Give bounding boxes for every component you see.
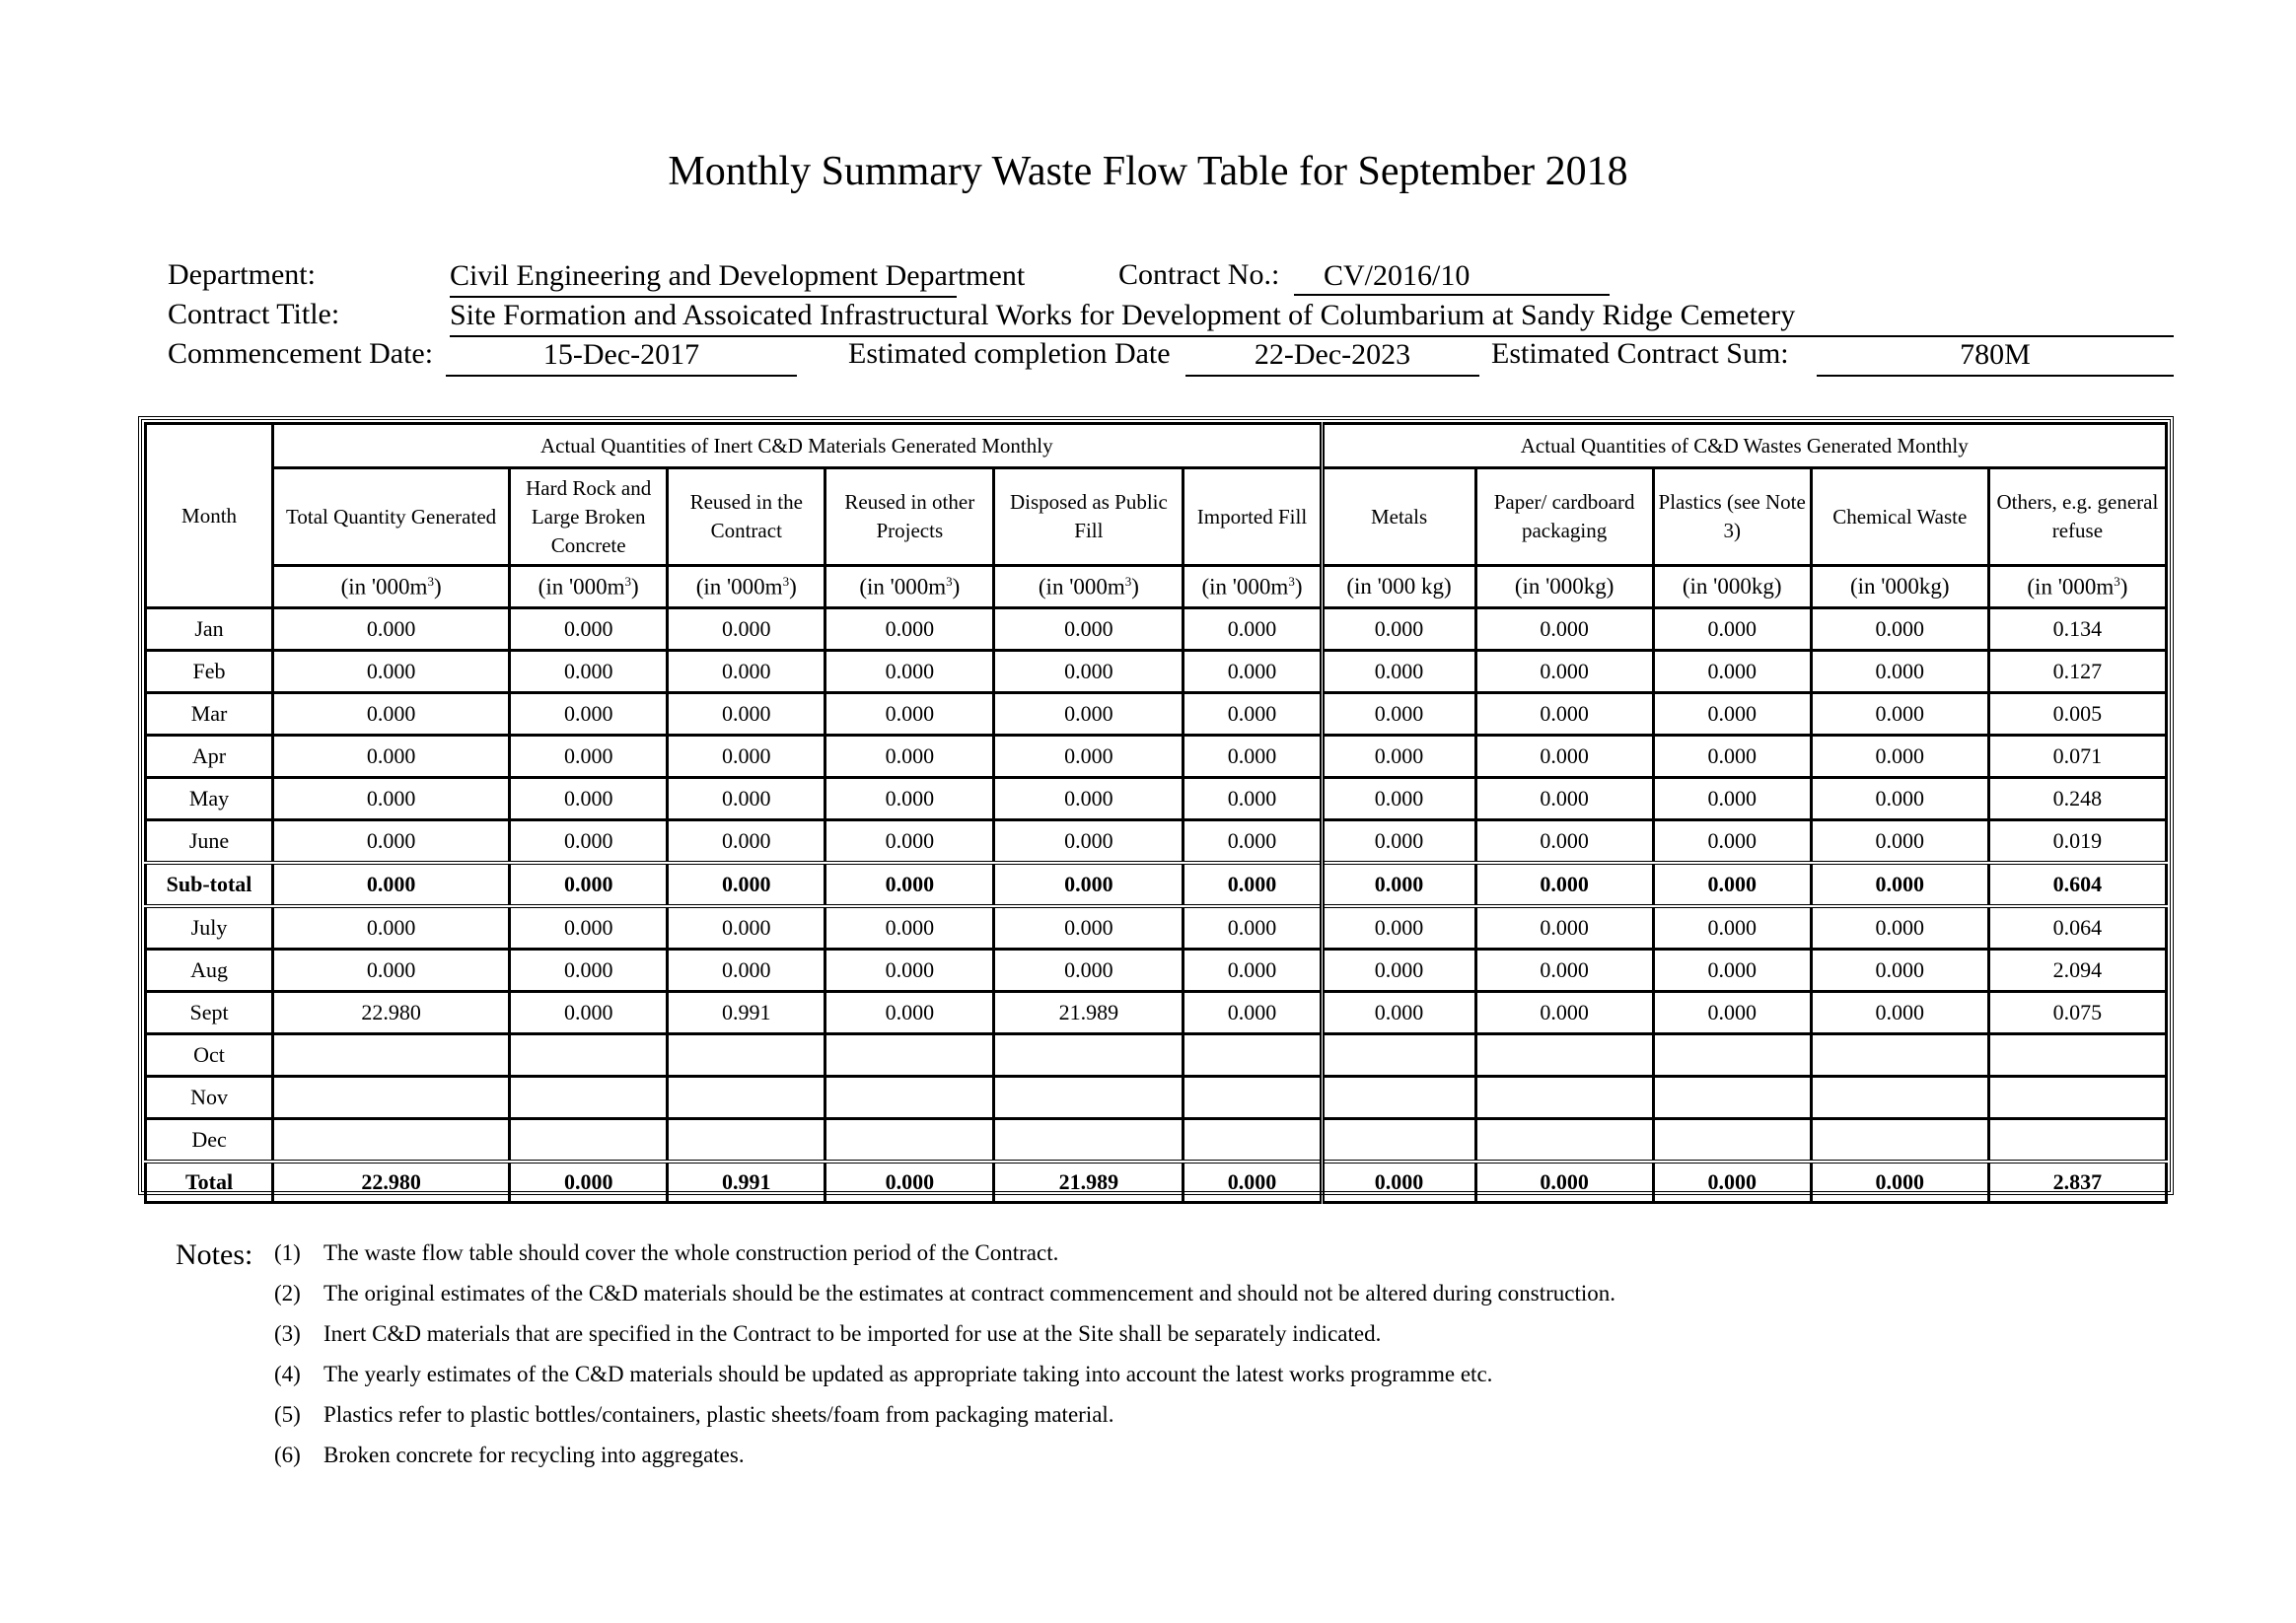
value-cell: 0.005 xyxy=(1988,693,2166,736)
value-cell: 0.000 xyxy=(1811,1162,1988,1203)
value-cell: 0.000 xyxy=(1653,651,1811,693)
value-cell: 0.000 xyxy=(825,950,994,992)
value-cell xyxy=(510,1034,668,1077)
column-unit xyxy=(1811,566,1988,608)
value-cell: 0.000 xyxy=(1653,992,1811,1034)
value-cell: 0.000 xyxy=(994,863,1184,906)
value-cell: 0.000 xyxy=(510,693,668,736)
value-cell: 0.000 xyxy=(668,778,825,820)
value-cell: 0.134 xyxy=(1988,608,2166,651)
value-cell: 0.000 xyxy=(510,651,668,693)
note-text: The original estimates of the C&D materials should be the estimates at contract commencement and should not be altered during construction. xyxy=(323,1281,1615,1305)
value-cell xyxy=(994,1034,1184,1077)
total-row xyxy=(146,1162,2167,1203)
month-cell: Jan xyxy=(146,608,273,651)
value-cell: 2.837 xyxy=(1988,1162,2166,1203)
unit-close: ) xyxy=(433,574,442,600)
table-row xyxy=(146,1077,2167,1119)
value-cell xyxy=(825,1119,994,1163)
note-text: Inert C&D materials that are specified in the Contract to be imported for use at the Site shall be separately indicated. xyxy=(323,1321,1382,1346)
value-cell: 0.000 xyxy=(1811,820,1988,864)
value-cell: 0.000 xyxy=(510,778,668,820)
table-row xyxy=(146,778,2167,820)
value-cell: 0.000 xyxy=(994,906,1184,950)
month-cell: June xyxy=(146,820,273,864)
value-cell: 0.127 xyxy=(1988,651,2166,693)
value-cell: 0.000 xyxy=(668,608,825,651)
column-unit xyxy=(1184,566,1322,608)
page-title: Monthly Summary Waste Flow Table for September 2018 xyxy=(668,149,1628,194)
note-number: (5) xyxy=(274,1402,301,1427)
value-cell: 0.000 xyxy=(1811,950,1988,992)
value-cell: 0.000 xyxy=(994,693,1184,736)
value-cell: 0.000 xyxy=(1184,863,1322,906)
value-cell: 0.000 xyxy=(1322,992,1475,1034)
value-cell: 0.000 xyxy=(825,863,994,906)
table-body xyxy=(146,608,2167,1203)
value-cell: 0.000 xyxy=(668,820,825,864)
value-cell xyxy=(994,1119,1184,1163)
value-cell xyxy=(273,1077,510,1119)
month-cell: Oct xyxy=(146,1034,273,1077)
month-cell: May xyxy=(146,778,273,820)
unit-close: ) xyxy=(2119,574,2128,600)
table-row xyxy=(146,736,2167,778)
value-cell: 0.000 xyxy=(668,906,825,950)
value-cell: 0.000 xyxy=(825,736,994,778)
month-cell: Sub-total xyxy=(146,863,273,906)
value-cell: 0.000 xyxy=(825,778,994,820)
value-cell: 0.000 xyxy=(510,736,668,778)
column-unit xyxy=(273,566,510,608)
value-cell xyxy=(1653,1034,1811,1077)
department-label: Department: xyxy=(168,258,316,291)
value-cell: 0.000 xyxy=(994,950,1184,992)
value-cell xyxy=(1988,1119,2166,1163)
value-cell xyxy=(1322,1077,1475,1119)
month-cell: Aug xyxy=(146,950,273,992)
value-cell: 0.000 xyxy=(510,608,668,651)
value-cell: 0.000 xyxy=(825,1162,994,1203)
unit-text: (in '000m xyxy=(695,574,783,600)
value-cell xyxy=(825,1034,994,1077)
note-item xyxy=(274,1443,745,1468)
value-cell: 0.248 xyxy=(1988,778,2166,820)
value-cell: 0.991 xyxy=(668,992,825,1034)
column-header: Total Quantity Generated xyxy=(273,468,510,566)
value-cell: 0.000 xyxy=(1475,863,1653,906)
value-cell: 0.000 xyxy=(273,608,510,651)
value-cell: 0.000 xyxy=(273,950,510,992)
value-cell: 0.000 xyxy=(1322,820,1475,864)
unit-exponent: 3 xyxy=(1288,573,1295,589)
value-cell: 0.000 xyxy=(1811,992,1988,1034)
table-row xyxy=(146,992,2167,1034)
value-cell: 0.000 xyxy=(825,693,994,736)
table-row xyxy=(146,1034,2167,1077)
value-cell: 21.989 xyxy=(994,1162,1184,1203)
value-cell: 0.000 xyxy=(994,608,1184,651)
value-cell: 0.000 xyxy=(1184,693,1322,736)
note-number: (1) xyxy=(274,1240,301,1265)
column-header: Chemical Waste xyxy=(1811,468,1988,566)
value-cell: 0.000 xyxy=(994,651,1184,693)
value-cell xyxy=(1653,1077,1811,1119)
column-header: Imported Fill xyxy=(1184,468,1322,566)
completion-date: 22-Dec-2023 xyxy=(1185,337,1479,377)
month-cell: Sept xyxy=(146,992,273,1034)
value-cell: 0.000 xyxy=(1322,906,1475,950)
column-unit xyxy=(668,566,825,608)
value-cell: 0.000 xyxy=(1653,863,1811,906)
value-cell: 0.000 xyxy=(510,906,668,950)
note-item xyxy=(274,1362,1492,1387)
value-cell: 0.000 xyxy=(1475,651,1653,693)
value-cell xyxy=(1184,1119,1322,1163)
value-cell: 0.000 xyxy=(510,820,668,864)
value-cell: 0.000 xyxy=(668,950,825,992)
value-cell: 0.000 xyxy=(1475,608,1653,651)
value-cell: 0.000 xyxy=(1811,736,1988,778)
value-cell: 0.000 xyxy=(510,863,668,906)
value-cell: 0.000 xyxy=(273,906,510,950)
value-cell: 0.000 xyxy=(1184,992,1322,1034)
department-value: Civil Engineering and Development Department xyxy=(450,258,957,298)
value-cell: 0.000 xyxy=(273,820,510,864)
value-cell xyxy=(1811,1119,1988,1163)
value-cell xyxy=(825,1077,994,1119)
value-cell: 0.000 xyxy=(825,608,994,651)
table-row xyxy=(146,950,2167,992)
commencement-label: Commencement Date: xyxy=(168,337,434,370)
value-cell: 0.000 xyxy=(1475,778,1653,820)
value-cell: 0.000 xyxy=(1184,1162,1322,1203)
value-cell xyxy=(1322,1034,1475,1077)
inert-group-header: Actual Quantities of Inert C&D Materials Generated Monthly xyxy=(273,424,1322,468)
table-row xyxy=(146,1119,2167,1163)
value-cell: 21.989 xyxy=(994,992,1184,1034)
unit-text: (in '000kg) xyxy=(1682,574,1782,599)
value-cell: 0.000 xyxy=(1184,906,1322,950)
completion-label: Estimated completion Date xyxy=(848,337,1171,370)
value-cell: 0.075 xyxy=(1988,992,2166,1034)
table-row xyxy=(146,906,2167,950)
value-cell xyxy=(1322,1119,1475,1163)
value-cell xyxy=(1811,1077,1988,1119)
value-cell: 0.000 xyxy=(1811,863,1988,906)
value-cell: 0.000 xyxy=(1653,778,1811,820)
column-header: Reused in other Projects xyxy=(825,468,994,566)
note-text: The yearly estimates of the C&D materials should be updated as appropriate taking into account the latest works programme etc. xyxy=(323,1362,1493,1386)
month-cell: Apr xyxy=(146,736,273,778)
value-cell: 0.000 xyxy=(994,778,1184,820)
column-unit xyxy=(1475,566,1653,608)
value-cell: 0.000 xyxy=(510,992,668,1034)
column-unit xyxy=(1988,566,2166,608)
value-cell xyxy=(1475,1034,1653,1077)
value-cell: 0.000 xyxy=(1322,863,1475,906)
subtotal-row xyxy=(146,863,2167,906)
value-cell: 0.000 xyxy=(1475,1162,1653,1203)
column-unit xyxy=(1653,566,1811,608)
value-cell: 0.000 xyxy=(1184,778,1322,820)
note-item xyxy=(274,1321,1381,1347)
unit-close: ) xyxy=(1294,574,1303,600)
note-number: (2) xyxy=(274,1281,301,1305)
value-cell: 0.000 xyxy=(1184,820,1322,864)
value-cell: 0.000 xyxy=(1475,820,1653,864)
column-unit xyxy=(1322,566,1475,608)
month-cell: Mar xyxy=(146,693,273,736)
contract-sum-label: Estimated Contract Sum: xyxy=(1491,337,1789,370)
value-cell: 0.000 xyxy=(1811,906,1988,950)
notes-label: Notes: xyxy=(176,1238,253,1271)
value-cell: 0.000 xyxy=(1322,778,1475,820)
value-cell: 0.000 xyxy=(825,906,994,950)
table-row xyxy=(146,608,2167,651)
month-cell: Total xyxy=(146,1162,273,1203)
unit-text: (in '000m xyxy=(1038,574,1125,600)
column-header: Reused in the Contract xyxy=(668,468,825,566)
value-cell xyxy=(1184,1034,1322,1077)
unit-exponent: 3 xyxy=(1124,573,1132,589)
contract-no-value: CV/2016/10 xyxy=(1294,258,1610,296)
value-cell: 0.000 xyxy=(994,736,1184,778)
contract-title-value: Site Formation and Assoicated Infrastructural Works for Development of Columbarium at Sandy Ridge Cemetery xyxy=(450,298,2174,337)
value-cell xyxy=(1475,1119,1653,1163)
value-cell: 2.094 xyxy=(1988,950,2166,992)
value-cell: 0.000 xyxy=(1475,906,1653,950)
unit-text: (in '000m xyxy=(2027,574,2115,600)
value-cell xyxy=(273,1034,510,1077)
value-cell xyxy=(273,1119,510,1163)
column-header: Plastics (see Note 3) xyxy=(1653,468,1811,566)
contract-title-label: Contract Title: xyxy=(168,298,340,330)
value-cell xyxy=(668,1119,825,1163)
value-cell: 0.000 xyxy=(273,863,510,906)
value-cell xyxy=(510,1077,668,1119)
value-cell: 0.000 xyxy=(510,1162,668,1203)
value-cell xyxy=(1988,1077,2166,1119)
value-cell: 0.000 xyxy=(1322,651,1475,693)
note-item xyxy=(274,1240,1058,1266)
column-unit xyxy=(825,566,994,608)
value-cell xyxy=(1653,1119,1811,1163)
unit-text: (in '000m xyxy=(340,574,428,600)
value-cell xyxy=(1475,1077,1653,1119)
unit-text: (in '000m xyxy=(1201,574,1289,600)
value-cell xyxy=(994,1077,1184,1119)
unit-close: ) xyxy=(631,574,639,600)
unit-close: ) xyxy=(789,574,797,600)
value-cell: 0.000 xyxy=(1184,608,1322,651)
value-cell: 0.000 xyxy=(1653,906,1811,950)
value-cell xyxy=(1811,1034,1988,1077)
table-row xyxy=(146,651,2167,693)
unit-exponent: 3 xyxy=(624,573,632,589)
value-cell: 0.000 xyxy=(273,651,510,693)
value-cell: 0.000 xyxy=(1322,1162,1475,1203)
value-cell: 0.000 xyxy=(1653,1162,1811,1203)
value-cell xyxy=(1988,1034,2166,1077)
value-cell: 0.000 xyxy=(1322,693,1475,736)
column-header: Others, e.g. general refuse xyxy=(1988,468,2166,566)
value-cell: 0.000 xyxy=(1322,608,1475,651)
value-cell: 0.000 xyxy=(1184,950,1322,992)
column-header: Metals xyxy=(1322,468,1475,566)
value-cell: 0.000 xyxy=(1184,651,1322,693)
note-text: The waste flow table should cover the whole construction period of the Contract. xyxy=(323,1240,1059,1265)
waste-flow-table xyxy=(144,422,2168,1204)
unit-close: ) xyxy=(1131,574,1139,600)
unit-text: (in '000m xyxy=(859,574,947,600)
month-cell: Feb xyxy=(146,651,273,693)
value-cell: 0.000 xyxy=(668,651,825,693)
value-cell: 0.000 xyxy=(825,651,994,693)
value-cell xyxy=(668,1077,825,1119)
unit-text: (in '000m xyxy=(538,574,625,600)
value-cell: 0.000 xyxy=(1653,950,1811,992)
month-cell: July xyxy=(146,906,273,950)
value-cell: 0.000 xyxy=(668,863,825,906)
value-cell: 0.000 xyxy=(273,778,510,820)
contract-sum-value: 780M xyxy=(1817,337,2174,377)
note-number: (6) xyxy=(274,1443,301,1467)
value-cell: 0.019 xyxy=(1988,820,2166,864)
waste-flow-table-frame xyxy=(138,416,2174,1195)
value-cell: 0.000 xyxy=(273,693,510,736)
value-cell: 0.000 xyxy=(994,820,1184,864)
contract-no-label: Contract No.: xyxy=(1118,258,1280,291)
note-text: Plastics refer to plastic bottles/containers, plastic sheets/foam from packaging material. xyxy=(323,1402,1114,1427)
unit-text: (in '000kg) xyxy=(1849,574,1950,599)
note-text: Broken concrete for recycling into aggregates. xyxy=(323,1443,745,1467)
unit-exponent: 3 xyxy=(427,573,434,589)
value-cell: 22.980 xyxy=(273,992,510,1034)
value-cell: 0.604 xyxy=(1988,863,2166,906)
column-header: Paper/ cardboard packaging xyxy=(1475,468,1653,566)
value-cell: 22.980 xyxy=(273,1162,510,1203)
value-cell: 0.000 xyxy=(668,736,825,778)
table-row xyxy=(146,693,2167,736)
unit-text: (in '000kg) xyxy=(1514,574,1614,599)
value-cell: 0.000 xyxy=(273,736,510,778)
unit-row xyxy=(146,566,2167,608)
unit-exponent: 3 xyxy=(782,573,790,589)
value-cell: 0.000 xyxy=(1811,651,1988,693)
value-cell: 0.000 xyxy=(1475,950,1653,992)
waste-group-header: Actual Quantities of C&D Wastes Generated Monthly xyxy=(1322,424,2166,468)
table-row xyxy=(146,820,2167,864)
unit-exponent: 3 xyxy=(946,573,953,589)
column-header-row xyxy=(146,468,2167,566)
column-unit xyxy=(510,566,668,608)
value-cell: 0.000 xyxy=(1322,736,1475,778)
note-item xyxy=(274,1281,1615,1306)
value-cell xyxy=(510,1119,668,1163)
value-cell: 0.000 xyxy=(668,693,825,736)
value-cell: 0.000 xyxy=(510,950,668,992)
value-cell: 0.064 xyxy=(1988,906,2166,950)
value-cell: 0.000 xyxy=(1653,736,1811,778)
value-cell: 0.000 xyxy=(1475,736,1653,778)
column-header: Hard Rock and Large Broken Concrete xyxy=(510,468,668,566)
month-header: Month xyxy=(146,424,273,608)
note-item xyxy=(274,1402,1114,1428)
column-unit xyxy=(994,566,1184,608)
value-cell: 0.000 xyxy=(825,820,994,864)
note-number: (3) xyxy=(274,1321,301,1346)
column-header: Disposed as Public Fill xyxy=(994,468,1184,566)
value-cell: 0.000 xyxy=(1653,608,1811,651)
value-cell: 0.991 xyxy=(668,1162,825,1203)
unit-exponent: 3 xyxy=(2114,573,2120,589)
month-cell: Dec xyxy=(146,1119,273,1163)
commencement-date: 15-Dec-2017 xyxy=(446,337,797,377)
value-cell xyxy=(668,1034,825,1077)
value-cell: 0.000 xyxy=(1322,950,1475,992)
value-cell: 0.000 xyxy=(1475,693,1653,736)
value-cell: 0.000 xyxy=(1184,736,1322,778)
value-cell: 0.000 xyxy=(825,992,994,1034)
note-number: (4) xyxy=(274,1362,301,1386)
month-cell: Nov xyxy=(146,1077,273,1119)
value-cell: 0.000 xyxy=(1475,992,1653,1034)
unit-close: ) xyxy=(952,574,961,600)
value-cell: 0.000 xyxy=(1653,820,1811,864)
value-cell: 0.000 xyxy=(1811,778,1988,820)
value-cell: 0.000 xyxy=(1811,693,1988,736)
value-cell: 0.071 xyxy=(1988,736,2166,778)
value-cell: 0.000 xyxy=(1811,608,1988,651)
value-cell xyxy=(1184,1077,1322,1119)
unit-text: (in '000 kg) xyxy=(1346,574,1452,599)
value-cell: 0.000 xyxy=(1653,693,1811,736)
